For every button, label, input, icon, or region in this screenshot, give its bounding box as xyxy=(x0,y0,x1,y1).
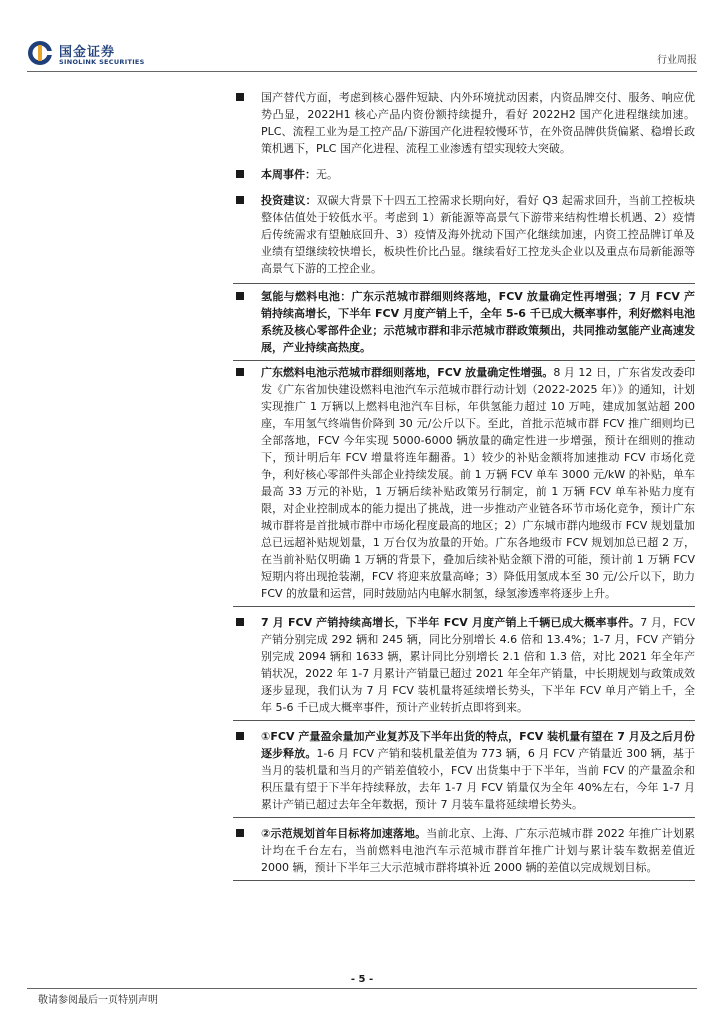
item-heading: 7 月 FCV 产销持续高增长，下半年 FCV 月度产销上千辆已成大概率事件。 xyxy=(261,616,641,629)
square-bullet-icon xyxy=(236,196,244,204)
logo-chinese-name: 国金证券 xyxy=(59,45,116,60)
square-bullet-icon xyxy=(236,170,244,178)
square-bullet-icon xyxy=(236,292,244,300)
item-text: 国产替代方面，考虑到核心器件短缺、内外环境扰动因素，内资品牌交付、服务、响应优势凸显，2022H1 核心产品内资份额持续提升，看好 2022H2 国产化进程继续加速。PLC、流程工业为是工控产品/下游国产化进程较慢环节，在外资品牌供货偏紧、稳增长政策机遇下，PLC 国产化进程、流程工业渗透有望实现较大突破。 xyxy=(261,91,695,155)
bullet-item xyxy=(233,361,695,607)
item-text xyxy=(261,614,695,716)
bullet-item xyxy=(233,89,695,157)
item-text xyxy=(261,192,695,277)
square-bullet-icon xyxy=(236,732,244,740)
bullet-item xyxy=(233,611,695,721)
item-heading: 氢能与燃料电池：广东示范城市群细则终落地，FCV 放量确定性再增强；7 月 FCV 产销持续高增长，下半年 FCV 月度产销上千，全年 5-6 千已成大概率事件，利好燃料电池系统及核心零部件企业；示范城市群和非示范城市群政策频出，共同推动氢能产业高速发展，产业持续高热度。 xyxy=(261,290,695,354)
page-header xyxy=(0,0,724,80)
square-bullet-icon xyxy=(236,368,244,376)
square-bullet-icon xyxy=(236,618,244,626)
bullet-item xyxy=(233,822,695,881)
bullet-item xyxy=(233,192,695,277)
footer-divider xyxy=(27,988,697,989)
footer-disclaimer: 敬请参阅最后一页特别声明 xyxy=(38,995,158,1006)
highlight-summary xyxy=(233,283,695,361)
square-bullet-icon xyxy=(236,829,244,837)
item-body: 当前北京、上海、广东示范城市群 2022 年推广计划累计均在千台左右，当前燃料电池汽车示范城市群首年推广计划与累计装车数据差值近 2000 辆，预计下半年三大示范城市群将填补近 2000 辆的差值以完成规划目标。 xyxy=(261,827,695,874)
item-text xyxy=(261,166,695,183)
bullet-item xyxy=(233,725,695,818)
item-heading: 本周事件： xyxy=(261,168,316,181)
item-body: 双碳大背景下十四五工控需求长期向好，看好 Q3 起需求回升，当前工控板块整体估值处于较低水平。考虑到 1）新能源等高景气下游带来结构性增长机遇、2）疫情后传统需求有望触底回升、3）疫情及海外扰动下国产化继续加速，内资工控品牌订单及业绩有望继续较快增长，板块性价比凸显。继续看好工控龙头企业以及重点布局新能源等高景气下游的工控企业。 xyxy=(261,194,695,275)
item-body: 1-6 月 FCV 产销和装机量差值为 773 辆，6 月 FCV 产销量近 300 辆，基于当月的装机量和当月的产销差值较小，FCV 出货集中于下半年，当前 FCV 的产量盈余和积压量有望于下半年持续释放，去年 1-7 月 FCV 销量仅为全年 40%左右，今年 1-7 月累计产销已超过去年全年数据，预计 7 月装车量将延续增长势头。 xyxy=(261,747,695,811)
logo-icon xyxy=(27,40,53,66)
item-text xyxy=(261,825,695,876)
logo-english-name: SINOLINK SECURITIES xyxy=(59,58,145,66)
item-body: 无。 xyxy=(316,168,338,181)
bullet-item xyxy=(233,166,695,183)
item-body: 8 月 12 日，广东省发改委印发《广东省加快建设燃料电池汽车示范城市群行动计划（2022-2025 年）》的通知，计划实现推广 1 万辆以上燃料电池汽车目标，年供氢能力超过 10 万吨，建成加氢站超 200 座，车用氢气终端售价降到 30 元/公斤以下。至此，首批示范城市群 FCV 推广细则均已全部落地，FCV 今年实现 5000-6000 辆放量的确定性进一步增强，预计在细则的推动下，预计明后年 FCV 增量将连年翻番。1）较少的补贴金额将加速推动 FCV 市场化竞争，利好核心零部件头部企业持续发展。前 1 万辆 FCV 单车 3000 元/kW 的补贴，单车最高 33 万元的补贴，1 万辆后续补贴政策另行制定，前 1 万辆 FCV 单车补贴力度有限，对企业控制成本的能力提出了挑战，进一步推动产业链各环节市场化竞争，预计广东城市群将是首批城市群中市场化程度最高的地区；2）广东城市群内地级市 FCV 规划量加总已远超补贴规划量，1 万台仅为放量的开始。广东各地级市 FCV 规划加总已超 2 万，在当前补贴仅明确 1 万辆的背景下，叠加后续补贴金额下滑的可能，预计前 1 万辆 FCV 短期内将出现抢装潮，FCV 将迎来放量高峰；3）降低用氢成本至 30 元/公斤以下，助力 FCV 的放量和运营，同时鼓励站内电解水制氢，绿氢渗透率将逐步上升。 xyxy=(261,366,695,600)
item-heading: ②示范规划首年目标将加速落地。 xyxy=(261,827,427,840)
item-heading: ①FCV 产量盈余量加产业复苏及下半年出货的特点，FCV 装机量有望在 7 月及之后月份逐步释放。 xyxy=(261,730,695,760)
item-heading: 广东燃料电池示范城市群细则落地，FCV 放量确定性增强。 xyxy=(261,366,554,379)
item-text xyxy=(261,364,695,602)
report-type-label: 行业周报 xyxy=(657,55,697,66)
report-body xyxy=(233,89,695,881)
company-logo xyxy=(27,40,147,70)
item-body: 7 月，FCV 产销分别完成 292 辆和 245 辆，同比分别增长 4.6 倍和 13.4%；1-7 月，FCV 产销分别完成 2094 辆和 1633 辆，累计同比分别增长 2.1 倍和 1.3 倍，对比 2021 年全年产销状况，2022 年 1-7 月累计产销量已超过 2021 年全年产销量，中长期规划与政策成效逐步显现，我们认为 7 月 FCV 装机量将延续增长势头，下半年 FCV 单月产销上千，全年 5-6 千已成大概率事件，预计产业转折点即将到来。 xyxy=(261,616,696,714)
item-text xyxy=(261,288,695,356)
item-text xyxy=(261,728,695,813)
page-number: - 5 - xyxy=(350,974,374,985)
square-bullet-icon xyxy=(236,93,244,101)
item-heading: 投资建议： xyxy=(261,194,317,207)
header-divider xyxy=(27,71,697,72)
